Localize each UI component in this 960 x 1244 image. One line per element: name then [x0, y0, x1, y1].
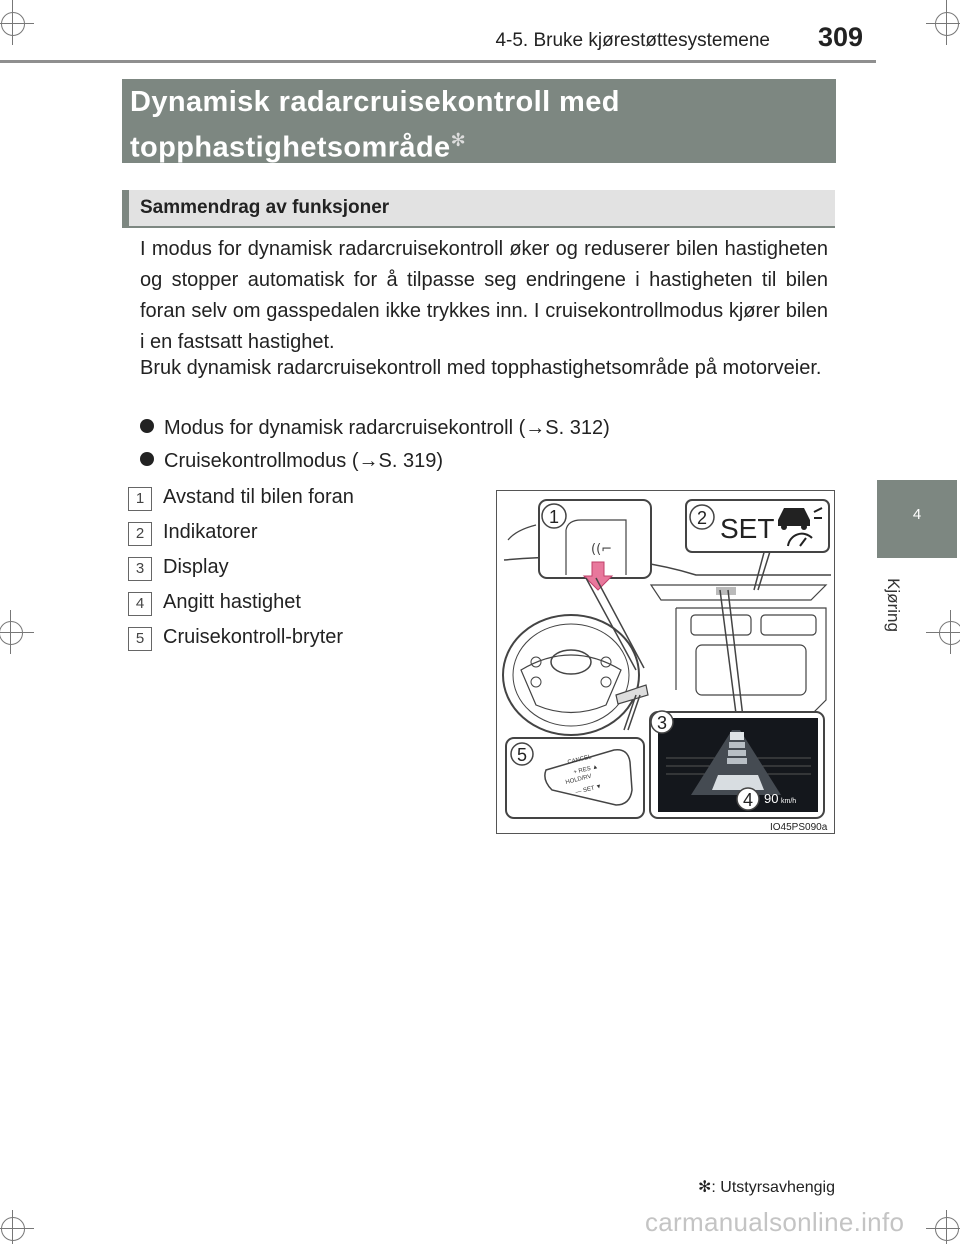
chapter-name: Kjøring [884, 578, 903, 632]
subsection-bar [122, 190, 129, 226]
chapter-tab [877, 480, 957, 558]
legend-number: 4 [128, 592, 152, 616]
legend-label: Avstand til bilen foran [163, 486, 354, 508]
bullet-text: Modus for dynamisk radarcruisekontroll (→S. 312) [164, 417, 610, 439]
page-title-block [122, 79, 836, 163]
cockpit-drawing [496, 490, 835, 834]
lever-label-set: — SET ▼ [575, 783, 603, 796]
page-title [130, 83, 620, 167]
watermark: carmanualsonline.info [645, 1207, 905, 1237]
bullet-dot [140, 452, 154, 466]
legend-label: Display [163, 556, 229, 578]
page-number: 309 [818, 22, 864, 52]
footnote [698, 1177, 835, 1197]
equipment-marker: ✻ [450, 130, 467, 150]
legend-number: 5 [128, 627, 152, 651]
footnote-text: : Utstyrsavhengig [711, 1179, 835, 1196]
legend-number: 1 [128, 487, 152, 511]
bullet-dot [140, 419, 154, 433]
footnote-marker: ✻ [697, 1179, 712, 1196]
lever-label-hold: HOLD/RV [565, 773, 593, 786]
bullet-text: Cruisekontrollmodus (→S. 319) [164, 450, 443, 472]
cockpit-illustration [496, 490, 835, 834]
legend-number: 3 [128, 557, 152, 581]
set-indicator-text: SET [720, 513, 775, 544]
header-rule [0, 60, 876, 63]
callout-3-number: 3 [656, 713, 668, 733]
speed-value: 90 [764, 791, 779, 806]
intro-paragraph: I modus for dynamisk radarcruisekontroll øker og reduserer bilen hastigheten og stopper automatisk for å tilpasse seg endringene i hastigheten til bilen foran selv om gasspedalen ikke trykkes inn. I cruisekontrollmodus kjører bilen i en fastsatt hastighet. [140, 238, 828, 353]
callout-2-number: 2 [696, 508, 708, 528]
chapter-number: 4 [912, 506, 922, 523]
subsection-heading: Sammendrag av funksjoner [140, 197, 390, 218]
page-title-line1: Dynamisk radarcruisekontroll med [130, 86, 620, 118]
legend-label: Cruisekontroll-bryter [163, 626, 344, 648]
bullet-item [140, 450, 443, 473]
subsection-heading-block [122, 190, 835, 228]
usage-paragraph: Bruk dynamisk radarcruisekontroll med topphastighetsområde på motorveier. [140, 357, 822, 379]
lever-label-cancel: CANCEL [567, 754, 593, 766]
legend-label: Indikatorer [163, 521, 258, 543]
lever-label-res: + RES ▲ [573, 764, 599, 776]
illustration-caption: IO45PS090a [770, 822, 828, 833]
legend-number: 2 [128, 522, 152, 546]
page-title-line2: topphastighetsområde [130, 131, 451, 164]
callout-5-number: 5 [516, 745, 528, 765]
bullet-item [140, 417, 610, 440]
chapter-name-vertical [880, 570, 906, 640]
legend-label: Angitt hastighet [163, 591, 301, 613]
speed-unit: km/h [781, 798, 797, 805]
svg-text:((⌐: ((⌐ [591, 542, 613, 557]
callout-4-number: 4 [742, 790, 754, 810]
callout-1-number: 1 [548, 507, 560, 527]
section-label: 4-5. Bruke kjørestøttesystemene [495, 30, 770, 51]
